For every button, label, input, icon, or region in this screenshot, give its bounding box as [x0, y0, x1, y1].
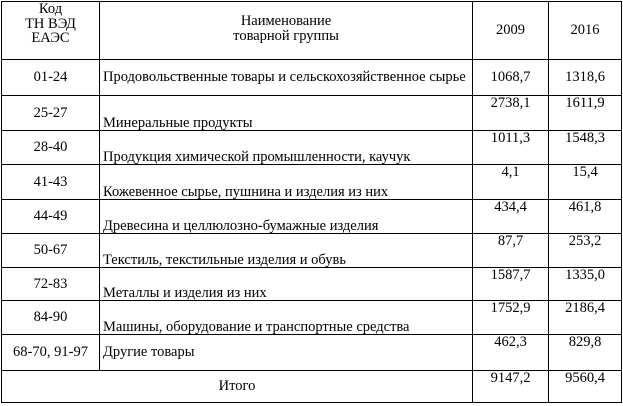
total-row	[2, 371, 622, 403]
total-label: Итого	[2, 371, 473, 403]
row-name: Кожевенное сырье, пушнина и изделия из них	[100, 165, 473, 200]
row-value-2016: 1548,3	[549, 131, 622, 165]
row-name: Минеральные продукты	[100, 96, 473, 131]
row-name: Текстиль, текстильные изделия и обувь	[100, 234, 473, 268]
row-value-2009: 1752,9	[473, 301, 549, 335]
row-code: 50-67	[2, 234, 100, 268]
table-row	[2, 234, 622, 268]
header-code-line-2: ТН ВЭД	[25, 15, 76, 32]
row-code: 01-24	[2, 60, 100, 96]
row-value-2016: 253,2	[549, 234, 622, 268]
row-value-2016: 1318,6	[549, 60, 622, 96]
row-name: Машины, оборудование и транспортные средства	[100, 301, 473, 335]
table-row	[2, 268, 622, 301]
row-value-2009: 2738,1	[473, 96, 549, 131]
header-name	[100, 2, 473, 60]
row-code: 84-90	[2, 301, 100, 335]
header-code-line-1: Код	[38, 1, 63, 17]
table-row	[2, 96, 622, 131]
row-name: Продовольственные товары и сельскохозяйственное сырье	[100, 60, 473, 96]
table-row	[2, 200, 622, 234]
row-value-2016: 829,8	[549, 335, 622, 371]
header-2016: 2016	[549, 2, 622, 60]
row-code: 28-40	[2, 131, 100, 165]
table-row	[2, 60, 622, 96]
row-code: 72-83	[2, 268, 100, 301]
trade-table	[1, 1, 622, 403]
table-row	[2, 301, 622, 335]
row-value-2009: 1068,7	[473, 60, 549, 96]
row-code: 41-43	[2, 165, 100, 200]
row-code: 68-70, 91-97	[2, 335, 100, 371]
row-value-2016: 2186,4	[549, 301, 622, 335]
row-value-2009: 462,3	[473, 335, 549, 371]
table-row	[2, 335, 622, 371]
row-value-2016: 1611,9	[549, 96, 622, 131]
row-value-2009: 87,7	[473, 234, 549, 268]
row-value-2016: 1335,0	[549, 268, 622, 301]
header-row	[2, 2, 622, 60]
row-value-2009: 1011,3	[473, 131, 549, 165]
row-name: Продукция химической промышленности, каучук	[100, 131, 473, 165]
total-value-2009: 9147,2	[473, 371, 549, 403]
row-value-2016: 15,4	[549, 165, 622, 200]
header-code-line-3: ЕАЭС	[31, 30, 70, 46]
row-value-2009: 434,4	[473, 200, 549, 234]
table-row	[2, 165, 622, 200]
header-2009: 2009	[473, 2, 549, 60]
row-name: Металлы и изделия из них	[100, 268, 473, 301]
header-name-line-2: товарной группы	[233, 27, 339, 44]
header-name-line-1: Наименование	[240, 13, 332, 29]
row-name: Другие товары	[100, 335, 473, 371]
row-name: Древесина и целлюлозно-бумажные изделия	[100, 200, 473, 234]
row-value-2009: 1587,7	[473, 268, 549, 301]
row-code: 44-49	[2, 200, 100, 234]
table-row	[2, 131, 622, 165]
row-value-2016: 461,8	[549, 200, 622, 234]
row-value-2009: 4,1	[473, 165, 549, 200]
row-code: 25-27	[2, 96, 100, 131]
header-code	[2, 2, 100, 60]
total-value-2016: 9560,4	[549, 371, 622, 403]
